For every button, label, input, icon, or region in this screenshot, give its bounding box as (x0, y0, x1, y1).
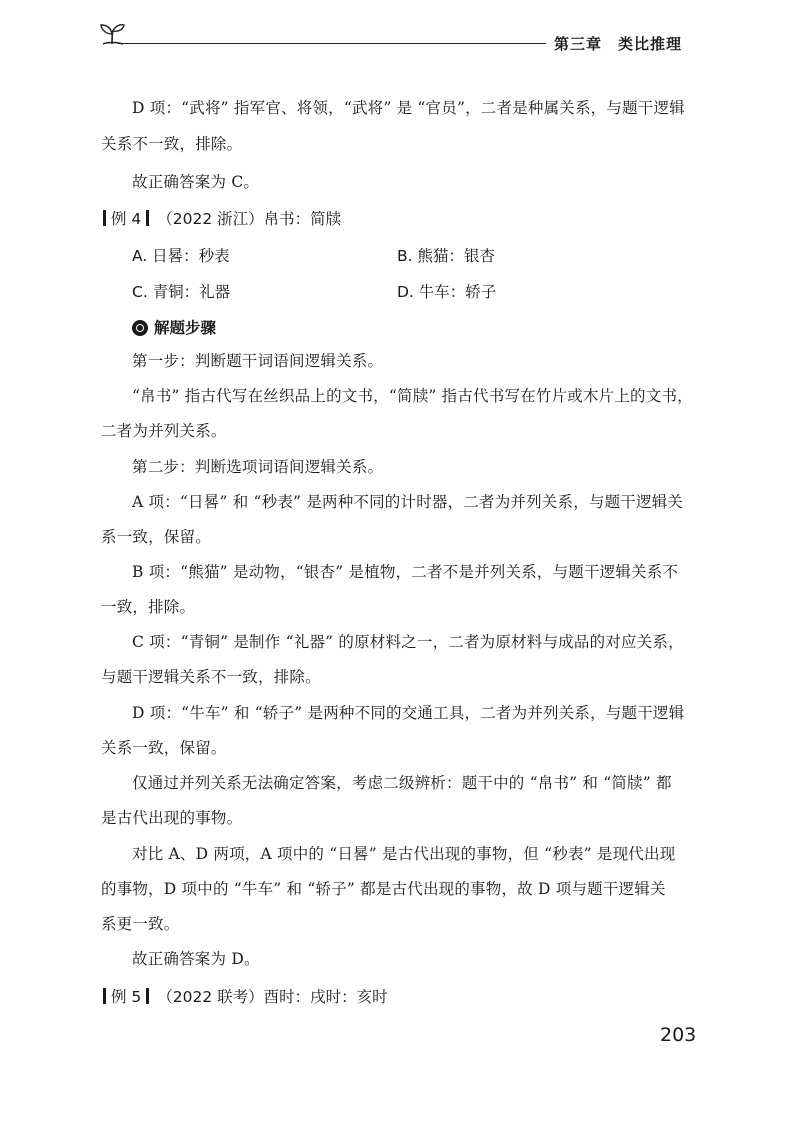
step-1: 第一步：判断题干词语间逻辑关系。 (132, 352, 384, 370)
example-marker (103, 988, 106, 1004)
example-5-source: （2022 联考）酉时：戌时：亥时 (157, 988, 388, 1006)
analysis-b-line2: 一致，排除。 (101, 598, 196, 616)
example-4-heading (103, 207, 341, 229)
paragraph-d-line2: 关系不一致，排除。 (101, 135, 243, 153)
comparison-line3: 系更一致。 (101, 915, 180, 933)
analysis-a-line1: A 项：“日晷” 和 “秒表” 是两种不同的计时器，二者为并列关系，与题干逻辑关 (132, 493, 684, 511)
analysis-b-line1: B 项：“熊猫” 是动物，“银杏” 是植物，二者不是并列关系，与题干逻辑关系不 (132, 563, 679, 581)
example-marker (146, 988, 149, 1004)
paragraph-d-line1: D 项：“武将” 指军官、将领，“武将” 是 “官员”，二者是种属关系，与题干逻辑 (132, 99, 685, 117)
analysis-d-line2: 关系一致，保留。 (101, 739, 227, 757)
comparison-line2: 的事物，D 项中的 “牛车” 和 “轿子” 都是古代出现的事物，故 D 项与题干逻辑关 (101, 880, 666, 898)
chapter-title: 第三章 类比推理 (554, 35, 683, 53)
header-rule (118, 43, 546, 44)
option-a: A. 日晷：秒表 (132, 247, 230, 265)
secondary-analysis-line2: 是古代出现的事物。 (101, 809, 243, 827)
example-5-label: 例 5 (111, 988, 142, 1006)
step-2: 第二步：判断选项词语间逻辑关系。 (132, 458, 384, 476)
steps-icon (132, 320, 148, 336)
analysis-c-line1: C 项：“青铜” 是制作 “礼器” 的原材料之一，二者为原材料与成品的对应关系， (132, 633, 684, 651)
answer-d: 故正确答案为 D。 (132, 950, 260, 968)
page-number: 203 (660, 1024, 697, 1046)
solution-steps-heading (132, 316, 216, 338)
answer-c: 故正确答案为 C。 (132, 173, 260, 191)
analysis-a-line2: 系一致，保留。 (101, 528, 211, 546)
comparison-line1: 对比 A、D 两项，A 项中的 “日晷” 是古代出现的事物，但 “秒表” 是现代出现 (132, 845, 676, 863)
paragraph-stem-line2: 二者为并列关系。 (101, 422, 227, 440)
option-c: C. 青铜：礼器 (132, 283, 231, 301)
option-d: D. 牛车：轿子 (397, 283, 497, 301)
example-marker (103, 210, 106, 226)
example-marker (146, 210, 149, 226)
analysis-d-line1: D 项：“牛车” 和 “轿子” 是两种不同的交通工具，二者为并列关系，与题干逻辑 (132, 704, 685, 722)
steps-title: 解题步骤 (154, 319, 217, 337)
example-5-heading (103, 985, 388, 1007)
analysis-c-line2: 与题干逻辑关系不一致，排除。 (101, 668, 321, 686)
example-4-label: 例 4 (111, 210, 142, 228)
example-4-source: （2022 浙江）帛书：简牍 (157, 210, 342, 228)
paragraph-stem-line1: “帛书” 指古代写在丝织品上的文书，“简牍” 指古代书写在竹片或木片上的文书， (132, 387, 693, 405)
option-b: B. 熊猫：银杏 (397, 247, 495, 265)
secondary-analysis-line1: 仅通过并列关系无法确定答案，考虑二级辨析：题干中的 “帛书” 和 “简牍” 都 (132, 774, 672, 792)
